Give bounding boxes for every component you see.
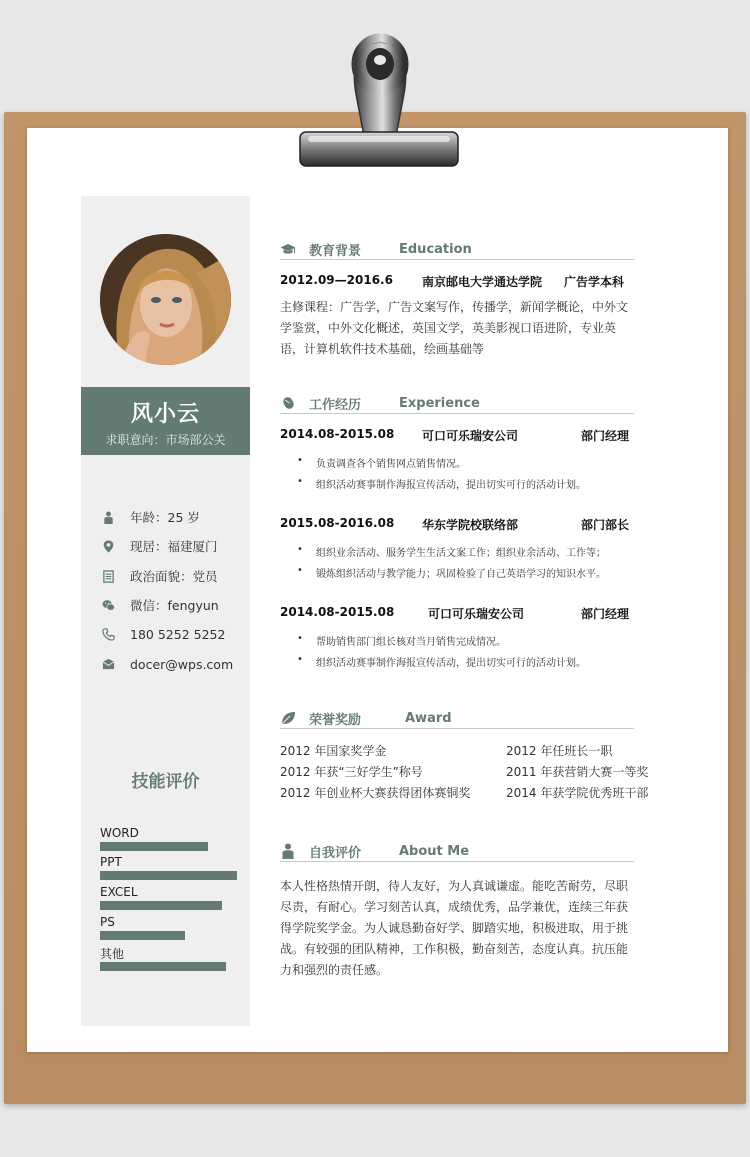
- skill-label: EXCEL: [100, 885, 138, 899]
- section-title-en: Experience: [399, 395, 480, 411]
- graduation-cap-icon: [280, 241, 296, 257]
- section-title-cn: 荣誉奖励: [309, 712, 362, 728]
- skill-bar: [100, 842, 208, 851]
- job-bullet-text: 帮助销售部门组长核对当月销售完成情况。: [316, 637, 506, 648]
- award-item: 2012 年创业杯大赛获得团体赛铜奖: [280, 786, 471, 800]
- job-role: 部门经理: [581, 429, 630, 443]
- job-period: 2015.08-2016.08: [280, 516, 395, 530]
- job-bullet: [300, 455, 466, 470]
- job-intent: 求职意向：市场部公关: [105, 433, 226, 447]
- section-header-experience: [280, 393, 634, 414]
- binder-clip-icon: [296, 24, 462, 170]
- section-title-cn: 教育背景: [309, 243, 362, 259]
- skill-label: PS: [100, 915, 115, 929]
- job-period: 2014.08-2015.08: [280, 605, 395, 619]
- job-bullet: [300, 476, 586, 491]
- candidate-name: 风小云: [130, 402, 200, 427]
- section-header-education: [280, 239, 634, 260]
- skill-bar: [100, 871, 237, 880]
- job-bullet-text: 负责调查各个销售网点销售情况。: [316, 459, 466, 470]
- job-role: 部门部长: [581, 518, 630, 532]
- edu-courses: 主修课程：广告学，广告文案写作，传播学，新闻学概论，中外文学鉴赏，中外文化概述，英国文学，英美影视口语进阶，专业英语，计算机软件技术基础，绘画基础等: [280, 300, 629, 356]
- section-title-en: About Me: [399, 843, 470, 859]
- info-politics: [102, 568, 218, 584]
- edu-school: 南京邮电大学通达学院: [422, 275, 543, 289]
- leaf-icon: [280, 710, 296, 726]
- age-text: 年龄：25 岁: [130, 510, 200, 525]
- award-item: 2014 年获学院优秀班干部: [506, 786, 649, 800]
- skill-label: 其他: [100, 947, 125, 961]
- person-icon: [280, 843, 296, 859]
- skill-label: WORD: [100, 826, 139, 840]
- job-bullet: [300, 633, 506, 648]
- skill-bar: [100, 931, 185, 940]
- person-icon: [102, 511, 115, 524]
- award-item: 2012 年任班长一职: [506, 744, 613, 758]
- mouse-icon: [280, 395, 296, 411]
- job-bullet: [300, 654, 586, 669]
- job-company: 华东学院校联络部: [422, 518, 519, 532]
- phone-icon: [102, 628, 115, 641]
- job-bullet: [300, 565, 606, 580]
- politics-text: 政治面貌：党员: [130, 569, 218, 584]
- job-company: 可口可乐瑞安公司: [422, 429, 519, 443]
- award-item: 2011 年获营销大赛一等奖: [506, 765, 649, 779]
- job-bullet: [300, 544, 606, 559]
- wechat-text: 微信：fengyun: [130, 598, 219, 613]
- info-age: [102, 509, 200, 525]
- skill-bar: [100, 962, 226, 971]
- job-period: 2014.08-2015.08: [280, 427, 395, 441]
- about-text: 本人性格热情开朗，待人友好，为人真诚谦虚。能吃苦耐劳，尽职尽责，有耐心。学习刻苦认真，成绩优秀，品学兼优，连续三年获得学院奖学金。为人诚恳勤奋好学、脚踏实地，积极进取，用于挑战。有较强的团队精神，工作积极，勤奋刻苦，态度认真。抗压能力和强烈的责任感。: [280, 879, 629, 977]
- skills-title: 技能评价: [131, 772, 200, 792]
- section-title-en: Education: [399, 241, 472, 257]
- location-pin-icon: [102, 540, 115, 553]
- info-phone: [102, 626, 225, 642]
- section-header-award: [280, 708, 634, 729]
- avatar: [100, 234, 231, 365]
- edu-degree: 广告学本科: [564, 275, 625, 289]
- email-text: docer@wps.com: [130, 656, 234, 672]
- job-company: 可口可乐瑞安公司: [428, 607, 525, 621]
- residence-text: 现居：福建厦门: [130, 539, 218, 554]
- info-residence: [102, 538, 218, 554]
- award-item: 2012 年获“三好学生”称号: [280, 765, 423, 779]
- job-bullet-text: 锻炼组织活动与教学能力；巩固检验了自己英语学习的知识水平。: [316, 569, 606, 580]
- section-header-about: [280, 841, 634, 862]
- section-title-cn: 自我评价: [309, 845, 362, 861]
- award-item: 2012 年国家奖学金: [280, 744, 387, 758]
- phone-text: 180 5252 5252: [130, 626, 226, 642]
- info-email: [102, 656, 233, 672]
- wechat-icon: [102, 599, 115, 612]
- job-bullet-text: 组织活动赛事制作海报宣传活动，提出切实可行的活动计划。: [316, 480, 586, 491]
- info-wechat: [102, 597, 219, 613]
- document-icon: [102, 570, 115, 583]
- job-bullet-text: 组织活动赛事制作海报宣传活动，提出切实可行的活动计划。: [316, 658, 586, 669]
- name-banner: [81, 387, 250, 455]
- job-role: 部门经理: [581, 607, 630, 621]
- section-title-en: Award: [405, 710, 452, 726]
- mail-icon: [102, 658, 115, 671]
- job-bullet-text: 组织业余活动、服务学生生活文案工作；组织业余活动、工作等；: [316, 548, 606, 559]
- section-title-cn: 工作经历: [309, 397, 362, 413]
- skill-label: PPT: [100, 855, 122, 869]
- skill-bar: [100, 901, 222, 910]
- edu-period: 2012.09—2016.6: [280, 273, 393, 287]
